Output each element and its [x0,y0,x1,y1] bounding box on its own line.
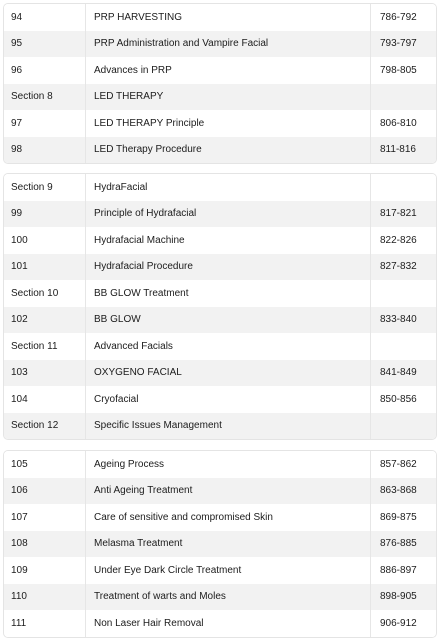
table-row [4,31,436,58]
page-range: 876-885 [380,538,417,550]
table-row [4,360,436,387]
section-row [4,333,436,360]
chapter-title: Non Laser Hair Removal [86,610,371,637]
table-row [4,478,436,505]
section-number: Section 10 [4,280,86,307]
page-range: 793-797 [380,38,417,50]
section-row [4,174,436,201]
chapter-number: 107 [4,504,86,531]
contents-table-1 [3,3,437,164]
page-range: 806-810 [380,117,417,129]
chapter-number: 99 [4,201,86,228]
chapter-number: 98 [4,137,86,164]
chapter-title: OXYGENO FACIAL [86,360,371,387]
page-range: 886-897 [380,564,417,576]
section-title: HydraFacial [86,174,371,201]
table-row [4,57,436,84]
chapter-number: 101 [4,254,86,281]
contents-table-2 [3,173,437,440]
chapter-title: Treatment of warts and Moles [86,584,371,611]
section-row [4,413,436,440]
section-title: BB GLOW Treatment [86,280,371,307]
table-row [4,504,436,531]
chapter-title: Hydrafacial Procedure [86,254,371,281]
page-range: 863-868 [380,485,417,497]
page-range: 898-905 [380,591,417,603]
section-row [4,84,436,111]
page-range: 833-840 [380,314,417,326]
table-row [4,254,436,281]
chapter-title: Anti Ageing Treatment [86,478,371,505]
section-title: Advanced Facials [86,333,371,360]
table-row [4,201,436,228]
page-range: 786-792 [380,11,417,23]
page-range: 906-912 [380,617,417,629]
page-range: 817-821 [380,208,417,220]
chapter-number: 110 [4,584,86,611]
table-row [4,531,436,558]
page-range [371,84,436,111]
chapter-number: 106 [4,478,86,505]
chapter-title: Melasma Treatment [86,531,371,558]
page-range [371,413,436,440]
table-row [4,451,436,478]
chapter-number: 95 [4,31,86,58]
chapter-title: LED THERAPY Principle [86,110,371,137]
page-range [371,174,436,201]
chapter-title: BB GLOW [86,307,371,334]
section-title: Specific Issues Management [86,413,371,440]
chapter-number: 96 [4,57,86,84]
section-number: Section 12 [4,413,86,440]
table-row [4,137,436,164]
chapter-number: 109 [4,557,86,584]
chapter-title: Advances in PRP [86,57,371,84]
section-row [4,280,436,307]
table-row [4,557,436,584]
page-range: 857-862 [380,458,417,470]
table-row [4,610,436,637]
section-number: Section 11 [4,333,86,360]
page-range: 841-849 [380,367,417,379]
page-range: 811-816 [380,144,416,156]
chapter-number: 103 [4,360,86,387]
chapter-number: 104 [4,386,86,413]
contents-table-3 [3,450,437,638]
chapter-number: 100 [4,227,86,254]
table-row [4,227,436,254]
chapter-title: Under Eye Dark Circle Treatment [86,557,371,584]
chapter-number: 97 [4,110,86,137]
table-row [4,307,436,334]
chapter-number: 111 [4,610,86,637]
section-title: LED THERAPY [86,84,371,111]
chapter-title: Hydrafacial Machine [86,227,371,254]
section-number: Section 9 [4,174,86,201]
page-range: 822-826 [380,234,417,246]
page-range: 869-875 [380,511,417,523]
table-row [4,110,436,137]
table-row [4,4,436,31]
chapter-number: 94 [4,4,86,31]
chapter-number: 105 [4,451,86,478]
chapter-title: PRP Administration and Vampire Facial [86,31,371,58]
chapter-number: 102 [4,307,86,334]
page-range: 850-856 [380,393,417,405]
chapter-title: Ageing Process [86,451,371,478]
chapter-title: Principle of Hydrafacial [86,201,371,228]
chapter-title: PRP HARVESTING [86,4,371,31]
chapter-title: Cryofacial [86,386,371,413]
page-range [371,333,436,360]
page-range [371,280,436,307]
chapter-title: Care of sensitive and compromised Skin [86,504,371,531]
chapter-number: 108 [4,531,86,558]
table-row [4,386,436,413]
chapter-title: LED Therapy Procedure [86,137,371,164]
page-range: 827-832 [380,261,417,273]
section-number: Section 8 [4,84,86,111]
table-row [4,584,436,611]
page-range: 798-805 [380,64,417,76]
